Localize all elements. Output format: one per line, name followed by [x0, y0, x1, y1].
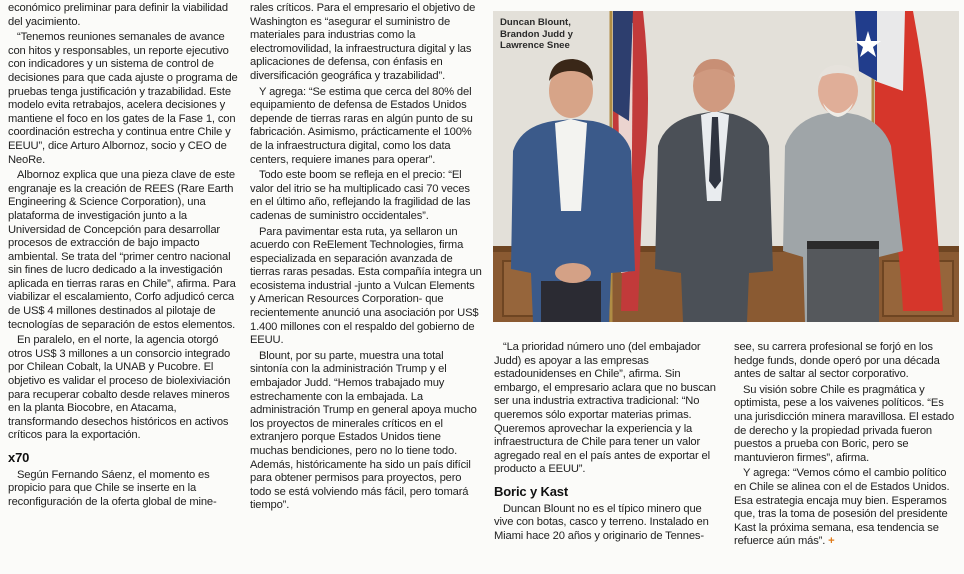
section-subhead: Boric y Kast: [494, 483, 569, 499]
caption-line: Lawrence Snee: [500, 40, 570, 51]
paragraph: “La prioridad número uno (del embajador Judd) es apoyar a las empresas estadounidenses en Chile”, afirma. Sin embargo, el empresario aclara que no buscan ser una industria extractiva tradicional: “No queremos sólo exportar materias primas. Queremos aprovechar la experiencia y la infraestructura de Chile para tener un valor agregado real en el país antes de exportar el producto a EEUU”.: [494, 341, 716, 476]
paragraph: En paralelo, en el norte, la agencia otorgó otros US$ 3 millones a un consorcio integrado por Chilean Cobalt, la UNAB y Pucobre. El objetivo es validar el proceso de biolexiviación para recuperar cobalto desde relaves mineros en la planta Biocobre, en Atacama, transformando desechos históricos en activos críticos para la exportación.: [8, 334, 231, 442]
section-subhead: x70: [8, 450, 30, 465]
paragraph: see, su carrera profesional se forjó en los hedge funds, donde operó por una década antes de saltar al sector corporativo.: [734, 341, 940, 381]
paragraph: [734, 467, 958, 549]
end-mark-icon: +: [828, 535, 835, 548]
paragraph: Para pavimentar esta ruta, ya sellaron un acuerdo con ReElement Technologies, firma especializada en separación avanzada de tierras raras pesadas. Esta compañía integra un ecosistema industrial -junto a Vulcan Elements y American Resources Corporation- que recientemente anunció una asociación por US$ 1.400 millones con el respaldo del gobierno de EEUU.: [250, 225, 482, 347]
paragraph: Duncan Blount no es el típico minero que vive con botas, casco y terreno. Instalado en Miami hace 20 años y originario de Tennes-: [494, 502, 709, 542]
photo-illustration: [493, 11, 959, 322]
paragraph: “Tenemos reuniones semanales de avance con hitos y responsables, un reporte ejecutivo con indicadores y un sistema de control de decisiones para que cada ajuste o programa de pruebas tenga justificación y trazabilidad. Este modelo evita retrabajos, acelera decisiones y mantiene el foco en los gates de la Fase 1, con coordinación estrecha y continua entre Chile y EEUU”, dice Arturo Albornoz, socio y CEO de NeoRe.: [8, 31, 238, 166]
article-column-1: [8, 2, 240, 511]
paragraph: Y agrega: “Se estima que cerca del 80% del equipamiento de defensa de Estados Unidos depende de tierras raras en algún punto de su fabricación. Asimismo, prácticamente el 100% de la infraestructura digital, como los data centers, requiere imanes para operar”.: [250, 85, 473, 166]
article-column-4: [734, 341, 958, 551]
article-column-2: [250, 2, 482, 515]
paragraph: económico preliminar para definir la viabilidad del yacimiento.: [8, 2, 228, 28]
article-photo: [493, 11, 959, 322]
paragraph: rales críticos. Para el empresario el objetivo de Washington es “asegurar el suministro de materiales para industrias como la electromovilidad, la infraestructura digital y las aplicaciones de defensa, con énfasis en diversificación geográfica y trazabilidad”.: [250, 2, 476, 82]
paragraph-text: Y agrega: “Vemos cómo el cambio político en Chile se alinea con el de Estados Unidos. Esa estrategia encaja muy bien. Esperamos que, tras la toma de posesión del presidente Kast la próxima semana, esa tendencia se refuerce aún más”.: [734, 467, 950, 548]
caption-line: Duncan Blount,: [500, 17, 571, 28]
article-column-3: [494, 341, 720, 545]
paragraph: Todo este boom se refleja en el precio: “El valor del itrio se ha multiplicado casi 70 veces en el último año, reflejando la fragilidad de las cadenas de suministro occidentales”.: [250, 169, 471, 222]
paragraph: Su visión sobre Chile es pragmática y optimista, pese a los vaivenes políticos. “Es una jurisdicción minera maravillosa. El estado de derecho y la propiedad privada fueron puestos a prueba con Boric, pero se mantuvieron firmes”, afirma.: [734, 383, 955, 464]
paragraph: Albornoz explica que una pieza clave de este engranaje es la creación de REES (Rare Earth Engineering & Science Corporation), una plataforma de investigación junto a la Universidad de Concepción para desarrollar procesos de extracción de bajo impacto ambiental. Se trata del “primer centro nacional sin fines de lucro dedicado a la investigación aplicada en tierras raras en Chile”, afirma. Para viabilizar el escalamiento, Corfo adjudicó cerca de US$ 4 millones destinados al pilotaje de tecnologías de separación de estos elementos.: [8, 169, 236, 331]
paragraph: Según Fernando Sáenz, el momento es propicio para que Chile se inserte en la reconfiguración de la oferta global de mine-: [8, 468, 217, 508]
paragraph: Blount, por su parte, muestra una total sintonía con la administración Trump y el embajador Judd. “Hemos trabajado muy estrechamente con la embajada. La administración Trump en general apoya mucho los proyectos de minerales críticos en el extranjero porque Estados Unidos tiene muchas bendiciones, pero no lo tiene todo. Además, históricamente ha sido un país difícil para obtener permisos para proyectos, pero todo se está volviendo más fácil, pero tomará tiempo”.: [250, 349, 477, 512]
photo-caption: [500, 17, 573, 52]
caption-line: Brandon Judd y: [500, 28, 574, 40]
